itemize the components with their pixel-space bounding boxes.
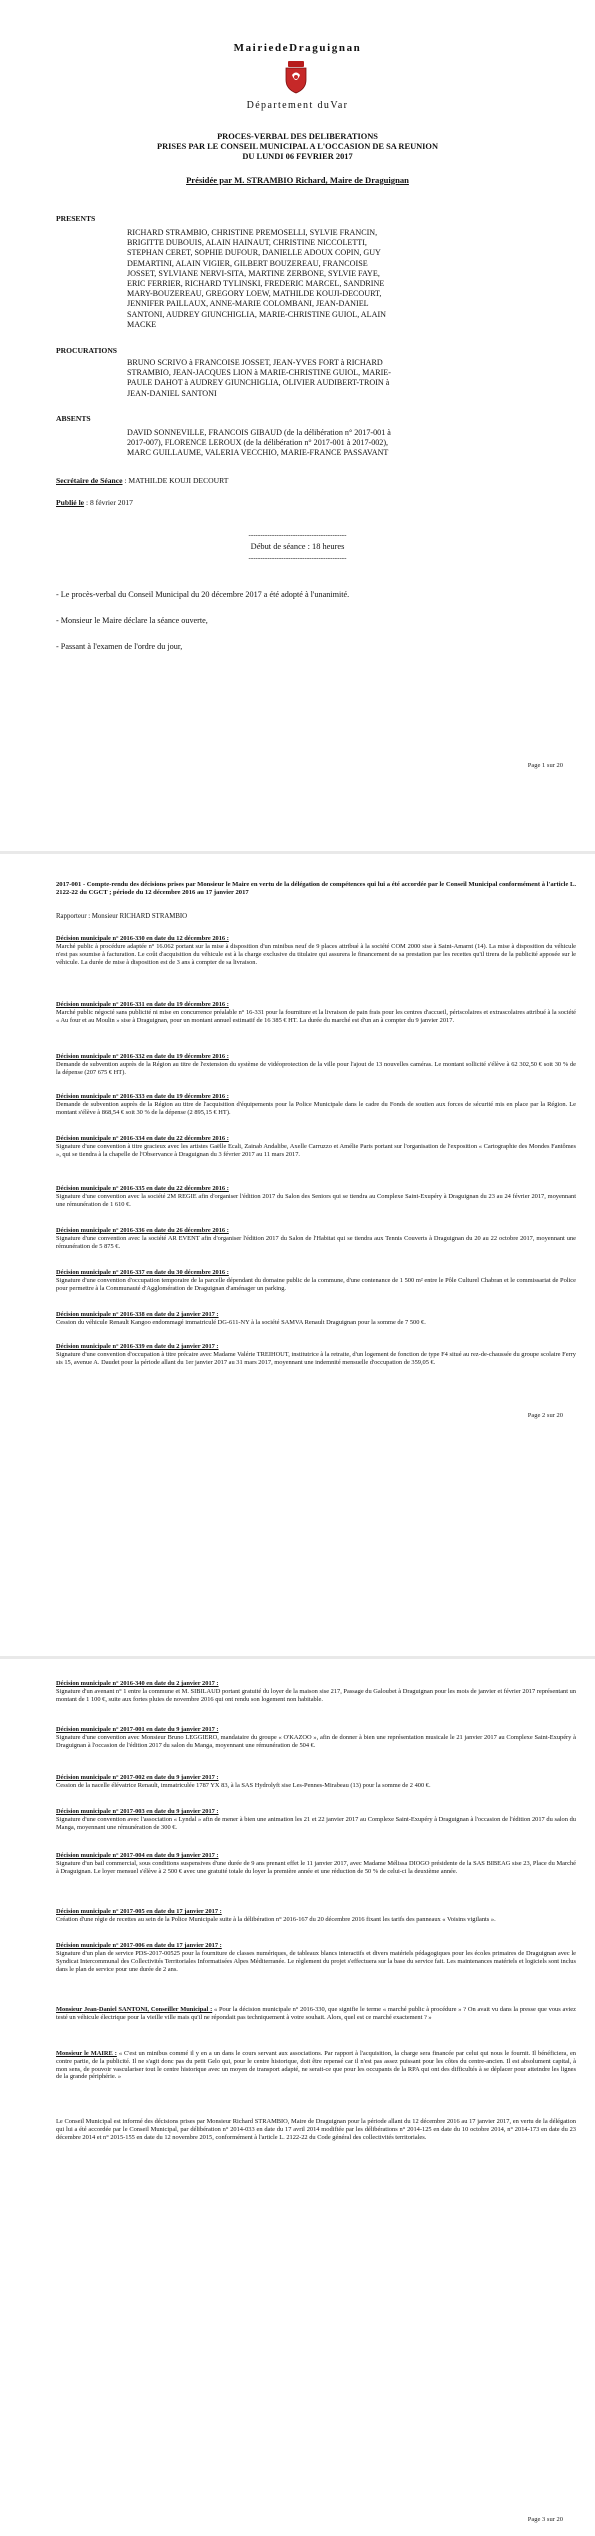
decision-block — [56, 1135, 576, 1159]
decision-block — [56, 1093, 576, 1117]
decision-block — [56, 1908, 576, 1924]
secretaire-value: : MATHILDE KOUJI DECOURT — [122, 476, 229, 485]
intro-line: - Passant à l'examen de l'ordre du jour, — [56, 642, 183, 651]
mairie-header: MairiedeDraguignan — [233, 42, 362, 54]
decision-block — [56, 1053, 576, 1077]
page-number: Page 2 sur 20 — [527, 1412, 563, 1419]
decision-text: Signature d'un plan de service PDS-2017-00525 pour la fourniture de classes numériques, de tableaux blancs interactifs et divers matériels pédagogiques pour les écoles primaires de Draguignan avec le Syndicat Intercommunal des Collectivités Territoriales Informatisées Alpes Méditerranée. Le règlement du projet s'effectuera sur la base du service fait. Les maintenances matériels et logiciels sont inclus dans le plan de service pour une durée de 2 ans. — [56, 1950, 576, 1973]
presents-list — [127, 228, 386, 330]
decision-text: Marché public à procédure adaptée n° 16.062 portant sur la mise à disposition d'un minibus neuf de 9 places attribué à la société COM 2000 sise à Saint-Amarnt (14). La mise à disposition du véhicule n'est pas soumise à facturation. Le coût d'acquisition du véhicule est à la charge exclusive du titulaire qui assurera le financement de sa prestation par les recettes qu'il tirera de la publicité apposée sur le véhicule. La durée de mise à disposition est de 3 ans à compter de sa livraison. — [56, 943, 576, 966]
procurations-line: STRAMBIO, JEAN-JACQUES LION à MARIE-CHRISTINE GUIOL, MARIE- — [127, 368, 391, 378]
speaker-label: Monsieur le MAIRE : — [56, 2050, 117, 2057]
decision-block — [56, 1001, 576, 1025]
decision-heading: Décision municipale n° 2016-339 en date du 2 janvier 2017 : — [56, 1343, 219, 1350]
presents-line: SANTONI, AUDREY GIUNCHIGLIA, MARIE-CHRISTINE GUIOL, ALAIN — [127, 309, 386, 319]
decision-text: Signature d'une convention d'occupation à titre précaire avec Madame Valérie TREIHOUT, institutrice à la retraite, d'un logement de fonction de type F4 situé au rez-de-chaussée du groupe scolaire Ferry sis 15, avenue A. Daudet pour la période allant du 1er janvier 2017 au 31 mars 2017, moyennant une indemnité mensuelle d'occupation de 359,05 €. — [56, 1351, 576, 1366]
decision-text: Signature d'un avenant n° 1 entre la commune et M. SIBILAUD portant gratuité du loyer de la maison sise 217, Passage du Galoubet à Draguignan pour les mois de janvier et février 2017 représentant un montant de 1 100 €, suite aux fortes pluies de novembre 2016 qui ont rendu son logement non habitable. — [56, 1688, 576, 1703]
decision-text: Signature d'une convention avec l'association « Lyndal » afin de mener à bien une animation les 21 et 22 janvier 2017 au Complexe Saint-Exupéry à Draguignan à l'occasion de l'édition 2017 du salon du Manga, moyennant une rémunération de 300 €. — [56, 1816, 576, 1831]
debut-seance: Début de séance : 18 heures — [250, 542, 345, 551]
presents-label: PRESENTS — [56, 214, 96, 223]
intro-line: - Le procès-verbal du Conseil Municipal du 20 décembre 2017 a été adopté à l'unanimité. — [56, 590, 350, 599]
decision-block — [56, 1808, 576, 1832]
decision-heading: Décision municipale n° 2016-333 en date du 19 décembre 2016 : — [56, 1093, 229, 1100]
presents-line: ERIC FERRIER, RICHARD TYLINSKI, FREDERIC MARCEL, SANDRINE — [127, 279, 385, 289]
absents-list — [127, 428, 391, 459]
decision-heading: Décision municipale n° 2016-331 en date du 19 décembre 2016 : — [56, 1001, 229, 1008]
absents-line: MARC GUILLAUME, VALERIA VECCHIO, MARIE-FRANCE PASSAVANT — [127, 448, 389, 458]
decision-heading: Décision municipale n° 2016-337 en date du 30 décembre 2016 : — [56, 1269, 229, 1276]
title-line-2: PRISES PAR LE CONSEIL MUNICIPAL A L'OCCASION DE SA REUNION — [156, 142, 438, 151]
decision-block — [56, 1774, 576, 1790]
presents-line: BRIGITTE DUBOUIS, ALAIN HAINAUT, CHRISTINE NICCOLETTI, — [127, 238, 367, 248]
intro-line: - Monsieur le Maire déclare la séance ouverte, — [56, 616, 208, 625]
decision-block — [56, 935, 576, 966]
decision-heading: Décision municipale n° 2017-004 en date du 9 janvier 2017 : — [56, 1852, 219, 1859]
page-1 — [0, 0, 595, 850]
presents-line: STEPHAN CERET, SOPHIE DUFOUR, DANIELLE ADOUX COPIN, GUY — [127, 248, 381, 258]
page-separator — [0, 1656, 595, 1659]
speaker-text: « Pour la décision municipale n° 2016-330, que signifie le terme « marché public à procédure » ? On avait vu dans la presse que vous aviez testé un véhicule électrique pour la vieille ville mais qu'il ne répondait pas techniquement à votre souhait. Alors, quel est ce marché exactement ? » — [56, 2006, 576, 2021]
decision-heading: Décision municipale n° 2016-330 en date du 12 décembre 2016 : — [56, 935, 229, 942]
title-line-3: DU LUNDI 06 FEVRIER 2017 — [242, 152, 353, 161]
decision-heading: Décision municipale n° 2016-336 en date du 26 décembre 2016 : — [56, 1227, 229, 1234]
publie-value: : 8 février 2017 — [84, 498, 133, 507]
decision-heading: Décision municipale n° 2017-002 en date du 9 janvier 2017 : — [56, 1774, 219, 1781]
presents-line: JOSSET, SYLVIANE NERVI-SITA, MARTINE ZERBONE, SYLVIE FAYE, — [127, 268, 380, 278]
decision-text: Demande de subvention auprès de la Région au titre de l'acquisition d'équipements pour la Police Municipale dans le cadre du Fonds de soutien aux forces de sécurité mis en place par la Région. Le montant s'élève à 868,54 € soit 30 % de la dépense (2 895,15 € HT). — [56, 1101, 576, 1116]
decision-block — [56, 1852, 576, 1876]
santoni-intervention — [56, 2006, 576, 2022]
page-2 — [0, 855, 595, 1655]
page-separator — [0, 851, 595, 854]
procurations-line: PAULE DAHOT à AUDREY GIUNCHIGLIA, OLIVIER AUDIBERT-TROIN à — [127, 378, 390, 388]
decision-block — [56, 1942, 576, 1973]
procurations-list — [127, 358, 391, 399]
decision-block — [56, 1185, 576, 1209]
secretaire-line — [56, 476, 228, 485]
decision-block — [56, 1269, 576, 1293]
absents-line: DAVID SONNEVILLE, FRANCOIS GIBAUD (de la délibération n° 2017-001 à — [127, 428, 391, 437]
decision-text: Cession du véhicule Renault Kangoo endommagé immatriculé DG-611-NY à la société SAMVA Renault Draguignan pour la somme de 7 500 €. — [56, 1319, 426, 1326]
decision-heading: Décision municipale n° 2017-006 en date du 17 janvier 2017 : — [56, 1942, 222, 1949]
presidence: Présidée par M. STRAMBIO Richard, Maire de Draguignan — [186, 175, 409, 185]
decision-text: Signature d'une convention avec Monsieur Bruno LEGGIERO, mandataire du groupe « O'KAZOO », afin de donner à bien une représentation musicale le 21 janvier 2017 au Complexe Saint-Exupéry à Draguignan à l'occasion de l'édition 2017 du salon du Manga, moyennant une rémunération de 504 €. — [56, 1734, 576, 1749]
page-3 — [0, 1660, 595, 2536]
debut-dashes-bottom: ------------------------------------------ — [248, 554, 347, 562]
presents-line: MARY-BOUZEREAU, GREGORY LOEW, MATHILDE KOUJI-DECOURT, — [127, 289, 382, 299]
procurations-line: BRUNO SCRIVO à FRANCOISE JOSSET, JEAN-YVES FORT à RICHARD — [127, 358, 383, 367]
decision-text: Marché public négocié sans publicité ni mise en concurrence préalable n° 16-331 pour la fourniture et la livraison de pain frais pour les centres d'accueil, périscolaires et extrascolaires attribué à la société « Au four et au Moulin » sise à Draguignan, pour un montant annuel estimatif de 16 385 € HT. La durée du marché est d'un an à compter du 9 janvier 2017. — [56, 1009, 576, 1024]
decision-heading: Décision municipale n° 2017-001 en date du 9 janvier 2017 : — [56, 1726, 219, 1733]
decision-text: Signature d'une convention à titre gracieux avec les artistes Gaëlle Ecali, Zainab Andalibe, Axelle Carruzzo et Amélie Paris portant sur l'organisation de l'exposition « Cartographie des Mondes Fantômes », qui se tiendra à la chapelle de l'Observance à Draguignan du 3 février 2017 au 11 mars 2017. — [56, 1143, 576, 1158]
decision-text: Création d'une régie de recettes au sein de la Police Municipale suite à la délibération n° 2016-167 du 20 décembre 2016 fixant les tarifs des panneaux « Voisins vigilants ». — [56, 1916, 496, 1923]
item-heading: 2017-001 - Compte-rendu des décisions prises par Monsieur le Maire en vertu de la délégation de compétences qui lui a été accordée par le Conseil Municipal conformément à l'article L. 2122-22 du CGCT ; période du 12 décembre 2016 au 17 janvier 2017 — [56, 881, 576, 897]
departement-header: Département duVar — [246, 100, 349, 111]
procurations-label: PROCURATIONS — [56, 346, 118, 355]
decision-heading: Décision municipale n° 2016-334 en date du 22 décembre 2016 : — [56, 1135, 229, 1142]
decision-heading: Décision municipale n° 2017-005 en date du 17 janvier 2017 : — [56, 1908, 222, 1915]
decision-text: Demande de subvention auprès de la Région au titre de l'extension du système de vidéoprotection de la ville pour l'ajout de 13 nouvelles caméras. Le montant sollicité s'élève à 62 302,50 € soit 30 % de la dépense (207 675 € HT). — [56, 1061, 576, 1076]
decision-heading: Décision municipale n° 2016-340 en date du 2 janvier 2017 : — [56, 1680, 219, 1687]
decision-text: Signature d'une convention avec la société 2M REGIE afin d'organiser l'édition 2017 du Salon des Seniors qui se tiendra au Complexe Saint-Exupéry à Draguignan du 23 au 24 février 2017, moyennant une rémunération de 1 610 €. — [56, 1193, 576, 1208]
decision-block — [56, 1726, 576, 1750]
maire-intervention — [56, 2050, 576, 2081]
speaker-label: Monsieur Jean-Daniel SANTONI, Conseiller Municipal : — [56, 2006, 213, 2013]
decision-block — [56, 1227, 576, 1251]
title-line-1: PROCES-VERBAL DES DELIBERATIONS — [217, 132, 378, 141]
decision-block — [56, 1311, 576, 1327]
publie-label: Publié le — [56, 498, 85, 507]
secretaire-label: Secrétaire de Séance — [56, 476, 123, 485]
decision-block — [56, 1680, 576, 1704]
decision-text: Signature d'une convention d'occupation temporaire de la parcelle dépendant du domaine public de la commune, d'une contenance de 1 500 m² entre le Pôle Culturel Chabran et le commissariat de Police pour permettre à la Communauté d'Agglomération de Draguignan d'aménager un parking. — [56, 1277, 576, 1292]
decision-heading: Décision municipale n° 2017-003 en date du 9 janvier 2017 : — [56, 1808, 219, 1815]
absents-label: ABSENTS — [56, 414, 91, 423]
decision-heading: Décision municipale n° 2016-335 en date du 22 décembre 2016 : — [56, 1185, 229, 1192]
decision-heading: Décision municipale n° 2016-332 en date du 19 décembre 2016 : — [56, 1053, 229, 1060]
conclusion: Le Conseil Municipal est informé des décisions prises par Monsieur Richard STRAMBIO, Maire de Draguignan pour la période allant du 12 décembre 2016 au 17 janvier 2017, en vertu de la délégation qui lui a été accordée par le Conseil Municipal, par délibération n° 2014-033 en date du 17 avril 2014 modifiée par les délibérations n° 2014-125 en date du 10 octobre 2014, n° 2014-173 en date du 23 décembre 2014 et n° 2015-155 en date du 12 novembre 2015, conformément à l'article L. 2122-22 du Code général des collectivités territoriales. — [56, 2118, 576, 2141]
presents-line: MACKE — [127, 319, 157, 329]
procurations-line: JEAN-DANIEL SANTONI — [127, 388, 217, 398]
decision-text: Signature d'une convention avec la société AR EVENT afin d'organiser l'édition 2017 du Salon de l'Habitat qui se tiendra aux Tennis Couverts à Draguignan du 20 au 22 octobre 2017, moyennant une rémunération de 5 875 €. — [56, 1235, 576, 1250]
page-number: Page 3 sur 20 — [527, 2516, 563, 2523]
absents-line: 2017-007), FLORENCE LEROUX (de la délibération n° 2017-001 à 2017-002), — [127, 438, 389, 448]
presents-line: JENNIFER PAILLAUX, ANNE-MARIE COLOMBANI, JEAN-DANIEL — [127, 299, 369, 309]
publie-line — [56, 498, 133, 507]
decision-text: Cession de la nacelle élévatrice Renault, immatriculée 1787 YX 83, à la SAS Hydrolyft sise Les-Pennes-Mirabeau (13) pour la somme de 2 400 €. — [56, 1782, 431, 1789]
speaker-text: « C'est un minibus commé il y en a un dans le cours servant aux associations. Par rapport à l'acquisition, la charge sera financée par celui qui nous le fournit. Il bénéficiera, en contre partie, de la publicité. Il ne s'agit donc pas du petit Gelo qui, pour le centre historique, doit être repensé car il n'est pas assez puissant pour les côtes du centre-ancien. Il est absolument capital, à mon sens, de pouvoir vasculariser tout le centre historique avec un moyen de transport adapté, ne serait-ce que pour les occupants de la RPA qui ont des difficultés à se déplacer pour atteindre les lignes de la grande périphérie. » — [56, 2050, 577, 2081]
presents-line: DEMARTINI, ALAIN VIGIER, GILBERT BOUZEREAU, FRANCOISE — [127, 258, 368, 268]
rapporteur: Rapporteur : Monsieur RICHARD STRAMBIO — [56, 913, 188, 920]
debut-dashes-top: ------------------------------------------ — [248, 531, 347, 539]
decision-text: Signature d'un bail commercial, sous conditions suspensives d'une durée de 9 ans prenant effet le 11 janvier 2017, avec Madame Mélissa DIOGO présidente de la SAS BIBEAG sise 23, Place du Marché à Draguignan. Le loyer mensuel s'élève à 2 500 € avec une gratuité totale du loyer la première année et une réduction de 50 % de celui-ci la deuxième année. — [56, 1860, 576, 1875]
page-number: Page 1 sur 20 — [527, 762, 563, 769]
decision-block — [56, 1343, 576, 1367]
presents-line: RICHARD STRAMBIO, CHRISTINE PREMOSELLI, SYLVIE FRANCIN, — [127, 228, 378, 237]
decision-heading: Décision municipale n° 2016-338 en date du 2 janvier 2017 : — [56, 1311, 219, 1318]
coat-of-arms-icon — [283, 58, 309, 94]
